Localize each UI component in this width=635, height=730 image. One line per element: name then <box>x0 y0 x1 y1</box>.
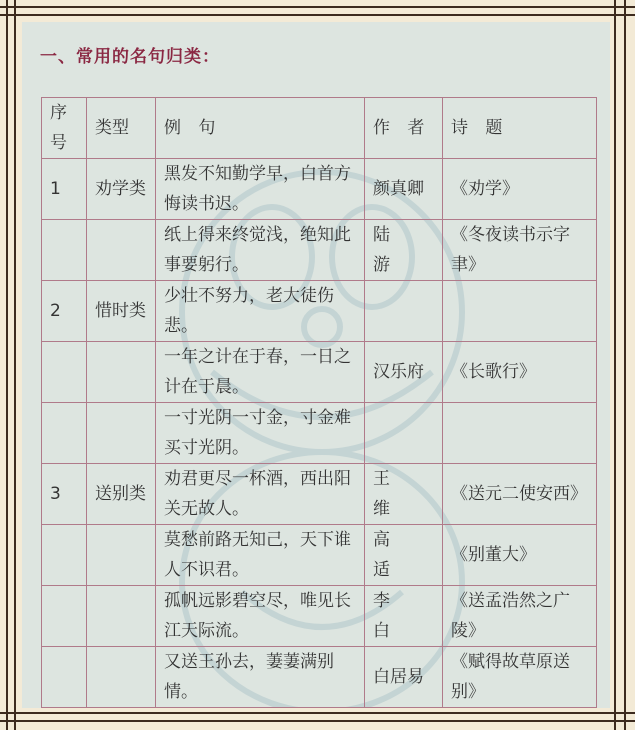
table-row <box>42 525 597 586</box>
cell-title: 《冬夜读书示字聿》 <box>443 220 597 281</box>
cell-author: 高 适 <box>365 525 443 586</box>
cell-num <box>42 525 87 586</box>
cell-title: 《送孟浩然之广陵》 <box>443 586 597 647</box>
frame-line-right-outer <box>624 0 626 730</box>
frame-line-top-outer <box>0 6 635 8</box>
cell-author: 李 白 <box>365 586 443 647</box>
cell-sentence: 孤帆远影碧空尽，唯见长江天际流。 <box>156 586 365 647</box>
cell-sentence: 劝君更尽一杯酒，西出阳关无故人。 <box>156 464 365 525</box>
quotes-table <box>41 97 597 708</box>
cell-sentence: 莫愁前路无知己，天下谁人不识君。 <box>156 525 365 586</box>
header-author: 作 者 <box>365 98 443 159</box>
frame-line-left-outer <box>6 0 8 730</box>
table-row <box>42 403 597 464</box>
cell-title <box>443 403 597 464</box>
table-row <box>42 220 597 281</box>
cell-type <box>87 220 156 281</box>
cell-num: 1 <box>42 159 87 220</box>
cell-type: 劝学类 <box>87 159 156 220</box>
cell-title <box>443 281 597 342</box>
content-panel <box>22 22 610 708</box>
frame-line-top-inner <box>0 14 635 16</box>
table-row <box>42 586 597 647</box>
table-header-row <box>42 98 597 159</box>
cell-author: 汉乐府 <box>365 342 443 403</box>
frame-line-bottom-inner <box>0 712 635 714</box>
cell-num <box>42 403 87 464</box>
cell-type <box>87 647 156 708</box>
cell-sentence: 一寸光阴一寸金，寸金难买寸光阴。 <box>156 403 365 464</box>
cell-type <box>87 342 156 403</box>
header-title: 诗 题 <box>443 98 597 159</box>
cell-sentence: 一年之计在于春，一日之计在于晨。 <box>156 342 365 403</box>
table-row <box>42 281 597 342</box>
cell-sentence: 黑发不知勤学早，白首方悔读书迟。 <box>156 159 365 220</box>
cell-author: 白居易 <box>365 647 443 708</box>
cell-num <box>42 647 87 708</box>
header-type: 类型 <box>87 98 156 159</box>
cell-type: 惜时类 <box>87 281 156 342</box>
cell-type <box>87 525 156 586</box>
table-row <box>42 342 597 403</box>
cell-title: 《别董大》 <box>443 525 597 586</box>
cell-author: 王 维 <box>365 464 443 525</box>
section-heading: 一、常用的名句归类： <box>40 47 220 67</box>
table-row <box>42 647 597 708</box>
cell-sentence: 少壮不努力，老大徒伤悲。 <box>156 281 365 342</box>
table-row <box>42 464 597 525</box>
cell-title: 《赋得故草原送别》 <box>443 647 597 708</box>
header-sentence: 例 句 <box>156 98 365 159</box>
cell-author: 颜真卿 <box>365 159 443 220</box>
cell-author <box>365 281 443 342</box>
cell-num: 3 <box>42 464 87 525</box>
cell-author <box>365 403 443 464</box>
cell-title: 《劝学》 <box>443 159 597 220</box>
cell-num <box>42 220 87 281</box>
cell-num <box>42 342 87 403</box>
frame-line-bottom-outer <box>0 720 635 722</box>
frame-line-right-inner <box>614 0 616 730</box>
table-row <box>42 159 597 220</box>
header-num: 序号 <box>42 98 87 159</box>
cell-title: 《长歌行》 <box>443 342 597 403</box>
cell-num <box>42 586 87 647</box>
cell-type <box>87 586 156 647</box>
frame-line-left-inner <box>14 0 16 730</box>
cell-type <box>87 403 156 464</box>
cell-num: 2 <box>42 281 87 342</box>
cell-author: 陆 游 <box>365 220 443 281</box>
cell-sentence: 又送王孙去，萋萋满别情。 <box>156 647 365 708</box>
cell-type: 送别类 <box>87 464 156 525</box>
cell-sentence: 纸上得来终觉浅，绝知此事要躬行。 <box>156 220 365 281</box>
cell-title: 《送元二使安西》 <box>443 464 597 525</box>
